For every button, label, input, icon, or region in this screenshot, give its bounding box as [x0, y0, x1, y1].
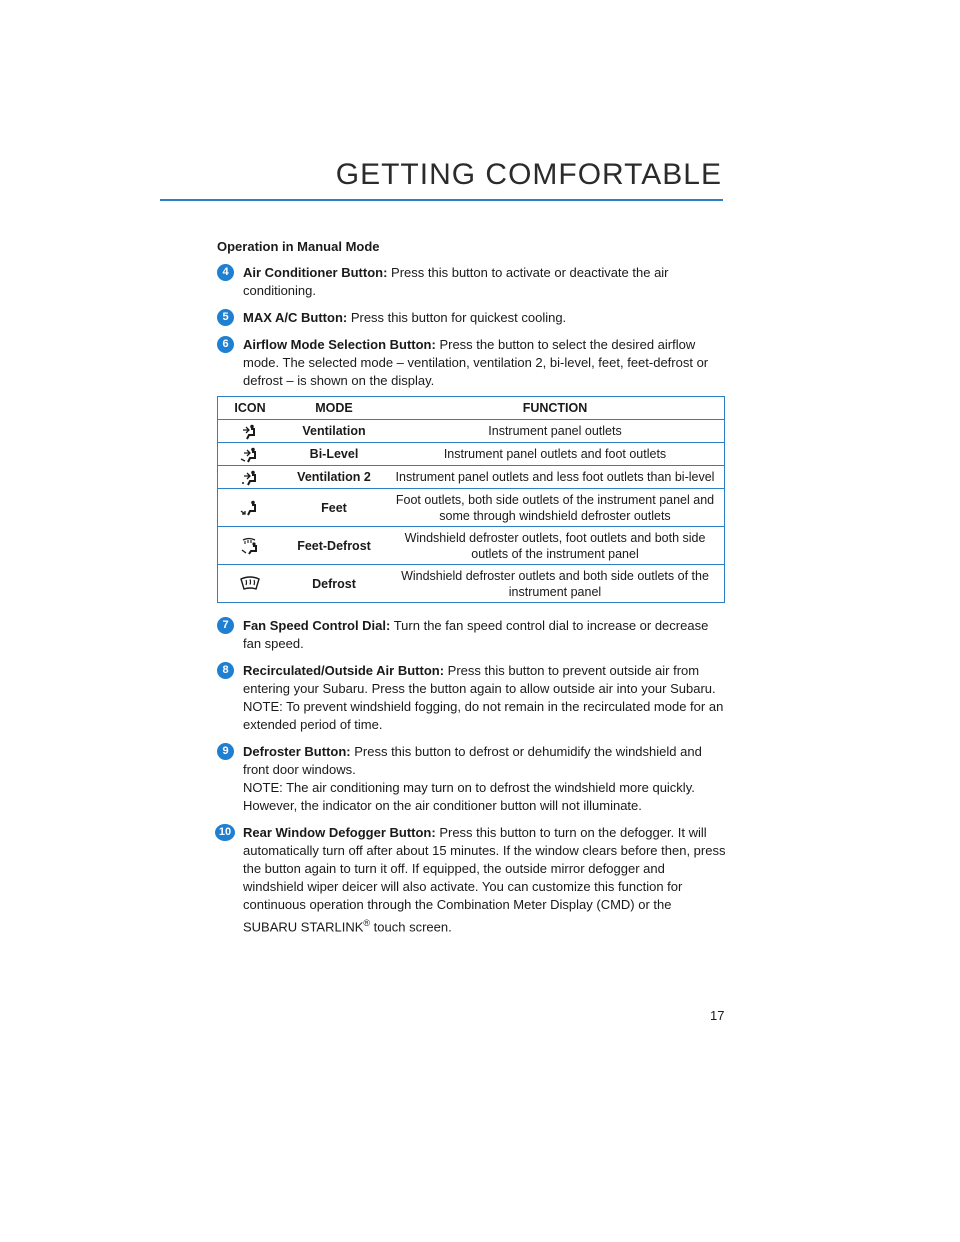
table-row [218, 489, 725, 527]
mode-name: Ventilation 2 [282, 466, 386, 489]
header-divider [160, 199, 723, 201]
page-number: 17 [710, 1008, 725, 1023]
list-item [217, 309, 727, 327]
item-text: Turn the fan speed control dial to increase or decrease fan speed. [243, 618, 709, 651]
item-text: Press this button to defrost or dehumidify the windshield and front door windows. [243, 744, 702, 777]
item-note: NOTE: To prevent windshield fogging, do not remain in the recirculated mode for an extended period of time. [243, 699, 724, 732]
table-row [218, 443, 725, 466]
mode-name: Defrost [282, 565, 386, 603]
item-number-badge: 9 [217, 743, 234, 760]
item-number-badge: 4 [217, 264, 234, 281]
item-title: Airflow Mode Selection Button: [243, 337, 436, 352]
feet-defrost-icon [240, 537, 260, 555]
column-header-icon: ICON [218, 397, 283, 420]
column-header-mode: MODE [282, 397, 386, 420]
item-text: Press this button to turn on the defogger. It will automatically turn off after about 15 minutes. If the window clears before then, press the button again to turn it off. If equipped, the outside mirror defogger and windshield wiper deicer will also activate. You can customize this function for continuous operation through the Combination Meter Display (CMD) or the SUBARU STARLINK [243, 825, 726, 935]
item-title: MAX A/C Button: [243, 310, 348, 325]
airflow-mode-table [217, 396, 725, 603]
item-number-badge: 7 [217, 617, 234, 634]
section-heading: Operation in Manual Mode [217, 239, 380, 254]
ventilation-icon [241, 424, 259, 440]
item-title: Fan Speed Control Dial: [243, 618, 391, 633]
item-text: Press this button to activate or deactivate the air conditioning. [243, 265, 669, 298]
item-text-tail: touch screen. [370, 919, 452, 935]
table-row [218, 466, 725, 489]
bi-level-icon [240, 447, 260, 463]
table-row [218, 420, 725, 443]
list-item [217, 743, 727, 815]
registered-mark: ® [363, 918, 371, 928]
item-text: Press this button to prevent outside air from entering your Subaru. Press the button again to allow outside air into your Subaru. [243, 663, 716, 696]
page-header-title: GETTING COMFORTABLE [335, 158, 722, 191]
list-item [217, 824, 727, 936]
table-row [218, 527, 725, 565]
item-title: Defroster Button: [243, 744, 351, 759]
mode-name: Feet [282, 489, 386, 527]
list-item [217, 336, 727, 390]
mode-function: Instrument panel outlets [386, 420, 725, 443]
mode-name: Ventilation [282, 420, 386, 443]
item-number-badge: 5 [217, 309, 234, 326]
mode-function: Instrument panel outlets and less foot outlets than bi-level [386, 466, 725, 489]
item-title: Rear Window Defogger Button: [243, 825, 436, 840]
mode-function: Windshield defroster outlets and both side outlets of the instrument panel [386, 565, 725, 603]
list-item [217, 264, 727, 300]
list-item [217, 662, 727, 734]
mode-name: Feet-Defrost [282, 527, 386, 565]
ventilation-2-icon [240, 470, 260, 486]
mode-function: Instrument panel outlets and foot outlets [386, 443, 725, 466]
page-content [217, 238, 727, 945]
item-text: Press the button to select the desired airflow mode. The selected mode – ventilation, ventilation 2, bi-level, feet, feet-defrost or defrost – is shown on the display. [243, 337, 709, 388]
mode-name: Bi-Level [282, 443, 386, 466]
item-title: Air Conditioner Button: [243, 265, 388, 280]
item-number-badge: 8 [217, 662, 234, 679]
item-note: NOTE: The air conditioning may turn on to defrost the windshield more quickly. However, the indicator on the air conditioner button will not illuminate. [243, 780, 695, 813]
item-number-badge: 10 [215, 824, 235, 841]
feet-icon [240, 500, 260, 516]
item-title: Recirculated/Outside Air Button: [243, 663, 445, 678]
list-item [217, 617, 727, 653]
column-header-function: FUNCTION [386, 397, 725, 420]
defrost-icon [239, 576, 261, 592]
table-row [218, 565, 725, 603]
item-number-badge: 6 [217, 336, 234, 353]
mode-function: Foot outlets, both side outlets of the instrument panel and some through windshield defroster outlets [386, 489, 725, 527]
mode-function: Windshield defroster outlets, foot outlets and both side outlets of the instrument panel [386, 527, 725, 565]
item-text: Press this button for quickest cooling. [347, 310, 567, 325]
table-header-row [218, 397, 725, 420]
